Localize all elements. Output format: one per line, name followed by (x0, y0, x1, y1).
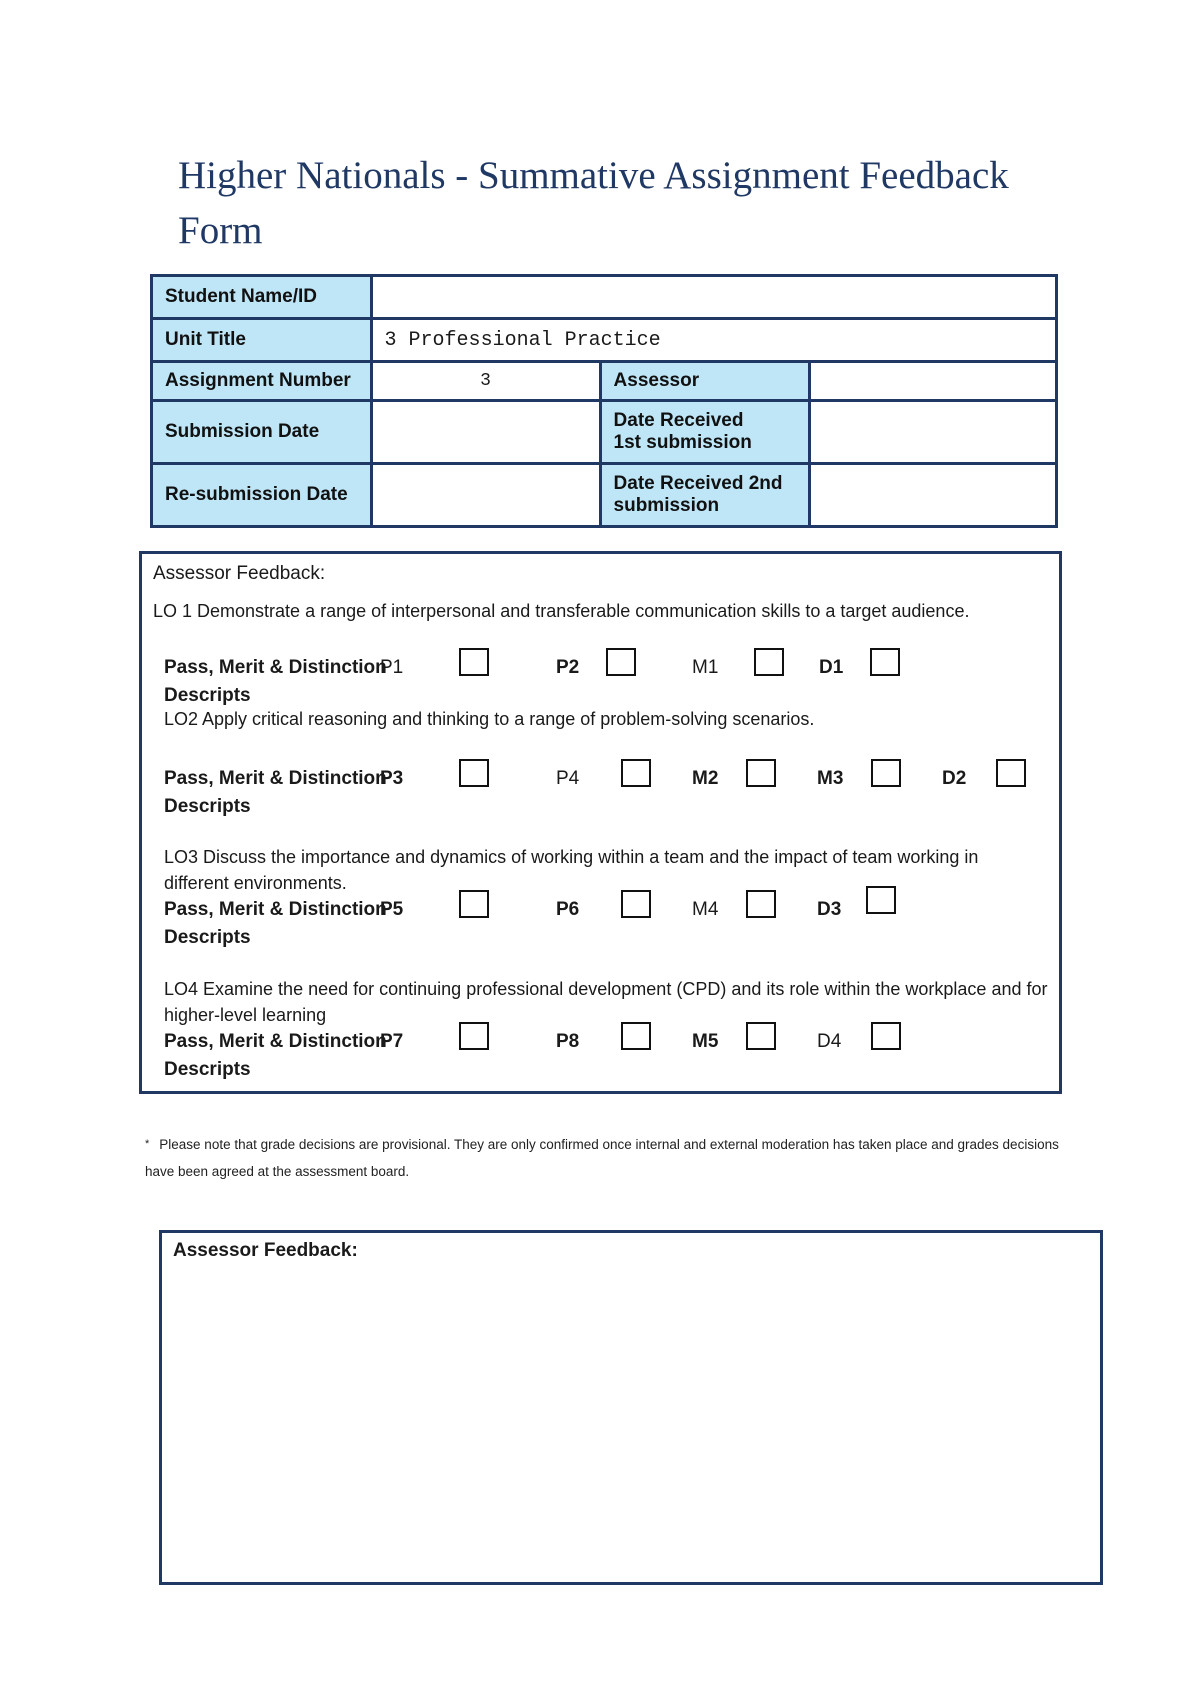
grade-label-m3: M3 (817, 768, 844, 789)
grade-label-m2: M2 (692, 768, 719, 789)
grade-label-d4: D4 (817, 1031, 842, 1052)
lo4-text: LO4 Examine the need for continuing professional development (CPD) and its role within the workplace and for higher-level learning (164, 979, 1048, 1025)
note-bullet: * (145, 1138, 150, 1150)
date-received-2nd-label (600, 464, 810, 527)
grade-label-p2: P2 (556, 657, 580, 678)
descriptor-label-line2: Descripts (164, 1059, 251, 1080)
grade-label-d1: D1 (819, 657, 844, 678)
assessor-feedback-section (139, 551, 1062, 1094)
assignment-info-table (150, 274, 1058, 528)
date-received-1st-label (600, 401, 810, 464)
grade-checkbox-p6[interactable] (621, 890, 651, 918)
assignment-number-field[interactable]: 3 (371, 362, 600, 401)
grade-checkbox-p4[interactable] (621, 759, 651, 787)
grade-label-p7: P7 (380, 1031, 404, 1052)
descriptor-label: Pass, Merit & Distinction (164, 899, 387, 920)
grade-label-d3: D3 (817, 899, 842, 920)
lo4-grade-row (164, 1028, 1044, 1084)
grade-checkbox-p1[interactable] (459, 648, 489, 676)
lo2-text: LO2 Apply critical reasoning and thinking to a range of problem-solving scenarios. (164, 709, 815, 729)
unit-title-field[interactable]: 3 Professional Practice (371, 319, 1056, 362)
descriptor-label-line2: Descripts (164, 796, 251, 817)
grade-label-p6: P6 (556, 899, 580, 920)
grade-checkbox-p8[interactable] (621, 1022, 651, 1050)
submission-date-field[interactable] (371, 401, 600, 464)
grade-label-m5: M5 (692, 1031, 719, 1052)
date-received-1st-label-line2: 1st submission (613, 432, 752, 453)
grade-checkbox-m2[interactable] (746, 759, 776, 787)
grade-checkbox-p7[interactable] (459, 1022, 489, 1050)
grade-label-p1: P1 (380, 657, 404, 678)
note-text: Please note that grade decisions are provisional. They are only confirmed once internal and external moderation has taken place and grades decisions have been agreed at the assessment board. (145, 1137, 1059, 1179)
grade-label-m4: M4 (692, 899, 719, 920)
descriptor-label: Pass, Merit & Distinction (164, 1031, 387, 1052)
assessor-feedback-heading: Assessor Feedback: (153, 563, 326, 584)
grade-label-d2: D2 (942, 768, 967, 789)
grade-checkbox-d1[interactable] (870, 648, 900, 676)
grade-checkbox-p2[interactable] (606, 648, 636, 676)
grade-checkbox-p5[interactable] (459, 890, 489, 918)
lo3-grade-row (164, 896, 1044, 952)
descriptor-label: Pass, Merit & Distinction (164, 768, 387, 789)
date-received-1st-label-line1: Date Received (613, 410, 744, 431)
assessor-field[interactable] (810, 362, 1057, 401)
grade-checkbox-m4[interactable] (746, 890, 776, 918)
date-received-2nd-label-line2: submission (613, 495, 720, 516)
grade-label-p4: P4 (556, 768, 580, 789)
lo2-grade-row (164, 765, 1044, 821)
lo3-text: LO3 Discuss the importance and dynamics of working within a team and the impact of team working in different environments. (164, 847, 979, 893)
grade-checkbox-m5[interactable] (746, 1022, 776, 1050)
lo1-grade-row (164, 654, 1044, 710)
student-name-field[interactable] (371, 276, 1056, 319)
grade-label-p5: P5 (380, 899, 404, 920)
grade-checkbox-d2[interactable] (996, 759, 1026, 787)
resubmission-date-field[interactable] (371, 464, 600, 527)
student-name-label: Student Name/ID (152, 276, 372, 319)
date-received-1st-field[interactable] (810, 401, 1057, 464)
provisional-grade-note (145, 1131, 1065, 1185)
page-title: Higher Nationals - Summative Assignment Feedback Form (178, 154, 1009, 252)
grade-checkbox-m1[interactable] (754, 648, 784, 676)
unit-title-label: Unit Title (152, 319, 372, 362)
grade-checkbox-m3[interactable] (871, 759, 901, 787)
grade-label-p3: P3 (380, 768, 404, 789)
date-received-2nd-field[interactable] (810, 464, 1057, 527)
descriptor-label-line2: Descripts (164, 927, 251, 948)
assignment-number-label: Assignment Number (152, 362, 372, 401)
grade-label-p8: P8 (556, 1031, 580, 1052)
submission-date-label: Submission Date (152, 401, 372, 464)
descriptor-label-line2: Descripts (164, 685, 251, 706)
assessor-feedback-box-heading: Assessor Feedback: (173, 1240, 358, 1261)
resubmission-date-label: Re-submission Date (152, 464, 372, 527)
lo1-text: LO 1 Demonstrate a range of interpersonal and transferable communication skills to a target audience. (153, 601, 970, 621)
grade-checkbox-d3[interactable] (866, 886, 896, 914)
assessor-label: Assessor (600, 362, 810, 401)
grade-label-m1: M1 (692, 657, 719, 678)
assessor-feedback-box[interactable] (159, 1230, 1103, 1585)
grade-checkbox-p3[interactable] (459, 759, 489, 787)
grade-checkbox-d4[interactable] (871, 1022, 901, 1050)
date-received-2nd-label-line1: Date Received 2nd (613, 473, 783, 494)
descriptor-label: Pass, Merit & Distinction (164, 657, 387, 678)
